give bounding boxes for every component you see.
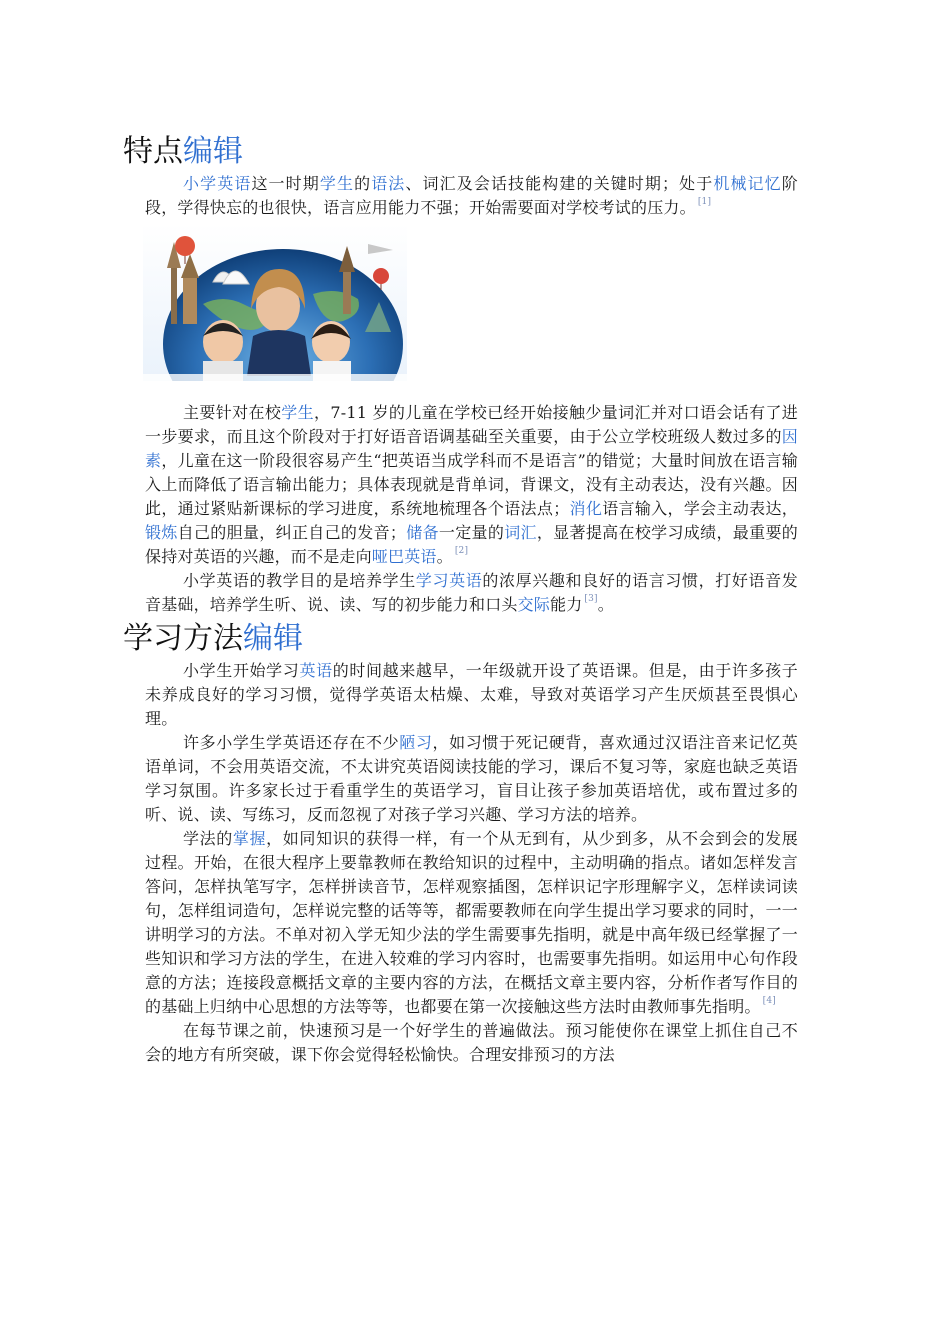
edit-link[interactable]: 编辑 — [183, 134, 243, 169]
link-digest[interactable]: 消化 — [569, 499, 603, 518]
edit-link[interactable]: 编辑 — [243, 621, 303, 656]
section-title: 特点 — [123, 134, 183, 169]
paragraph: 小学英语这一时期学生的语法、词汇及会话技能构建的关键时期；处于机械记忆阶段，学得快忘的也很快，语言应用能力不强；开始需要面对学校考试的压力。 [1] — [145, 174, 798, 217]
paragraph: 学法的掌握，如同知识的获得一样，有一个从无到有，从少到多，从不会到会的发展过程。开始，在很大程序上要靠教师在教给知识的过程中，主动明确的指点。诸如怎样发言答问，怎样执笔写字，怎样拼读音节，怎样观察插图，怎样识记字形理解字义，怎样读词读句，怎样组词造句，怎样说完整的话等等，都需要教师在向学生提出学习要求的同时，一一讲明学习的方法。不单对初入学无知少法的学生需要事先指明，就是中高年级已经掌握了一些知识和学习方法的学生，在进入较难的学习内容时，也需要事先指明。如运用中心句作段意的方法；连接段意概括文章的主要内容的方法，在概括文章主要内容，分析作者写作目的的基础上归纳中心思想的方法等等，也都要在第一次接触这些方法时由教师事先指明。 [4] — [145, 829, 798, 1016]
link-dumb-english[interactable]: 哑巴英语 — [371, 547, 437, 566]
link-mastery[interactable]: 掌握 — [232, 829, 267, 848]
paragraph: 小学英语的教学目的是培养学生学习英语的浓厚兴趣和良好的语言习惯，打好语音发音基础，培养学生听、说、读、写的初步能力和口头交际能力 [3]。 — [145, 571, 798, 614]
reference-marker[interactable]: [2] — [454, 546, 469, 556]
paragraph: 许多小学生学英语还存在不少陋习，如习惯于死记硬背，喜欢通过汉语注音来记忆英语单词，不会用英语交流，不太讲究英语阅读技能的学习，课后不复习等，家庭也缺乏英语学习氛围。许多家长过于看重学生的英语学习，盲目让孩子参加英语培优，或布置过多的听、说、读、写练习，反而忽视了对孩子学习兴趣、学习方法的培养。 — [145, 733, 798, 824]
link-student[interactable]: 学生 — [281, 403, 314, 422]
reference-marker[interactable]: [3] — [584, 594, 598, 604]
section-title: 学习方法 — [123, 621, 243, 656]
illustration-image — [143, 224, 407, 381]
link-student[interactable]: 学生 — [319, 174, 355, 193]
link-communication[interactable]: 交际 — [517, 595, 551, 614]
reference-marker[interactable]: [4] — [762, 996, 776, 1006]
section-heading-features — [123, 132, 798, 172]
section-heading-methods — [123, 619, 798, 659]
reference-marker[interactable]: [1] — [697, 197, 712, 207]
link-english[interactable]: 英语 — [299, 661, 333, 680]
link-bad-habits[interactable]: 陋习 — [399, 733, 433, 752]
paragraph: 小学生开始学习英语的时间越来越早，一年级就开设了英语课。但是，由于许多孩子未养成良好的学习习惯，觉得学英语太枯燥、太难，导致对英语学习产生厌烦甚至畏惧心理。 — [145, 661, 798, 728]
link-factor[interactable]: 因素 — [145, 427, 798, 470]
link-primary-english[interactable]: 小学英语 — [183, 174, 252, 193]
paragraph: 主要针对在校学生，7-11 岁的儿童在学校已经开始接触少量词汇并对口语会话有了进一步要求，而且这个阶段对于打好语音语调基础至关重要，由于公立学校班级人数过多的因素，儿童在这一阶段很容易产生“把英语当成学科而不是语言”的错觉；大量时间放在语言输入上而降低了语言输出能力；具体表现就是背单词，背课文，没有主动表达，没有兴趣。因此，通过紧贴新课标的学习进度，系统地梳理各个语法点；消化语言输入，学会主动表达，锻炼自己的胆量，纠正自己的发音；储备一定量的词汇，显著提高在校学习成绩，最重要的保持对英语的兴趣，而不是走向哑巴英语。 [2] — [145, 403, 799, 566]
link-learn-english[interactable]: 学习英语 — [415, 571, 483, 590]
link-rote-memory[interactable]: 机械记忆 — [713, 174, 782, 193]
link-grammar[interactable]: 语法 — [371, 174, 406, 193]
link-reserve[interactable]: 储备 — [406, 523, 439, 542]
paragraph: 在每节课之前，快速预习是一个好学生的普遍做法。预习能使你在课堂上抓住自己不会的地方有所突破，课下你会觉得轻松愉快。合理安排预习的方法 — [145, 1021, 798, 1064]
illustration-children-globe — [143, 224, 407, 381]
article-content — [123, 132, 799, 1067]
link-exercise[interactable]: 锻炼 — [145, 523, 178, 542]
link-vocabulary[interactable]: 词汇 — [504, 523, 537, 542]
